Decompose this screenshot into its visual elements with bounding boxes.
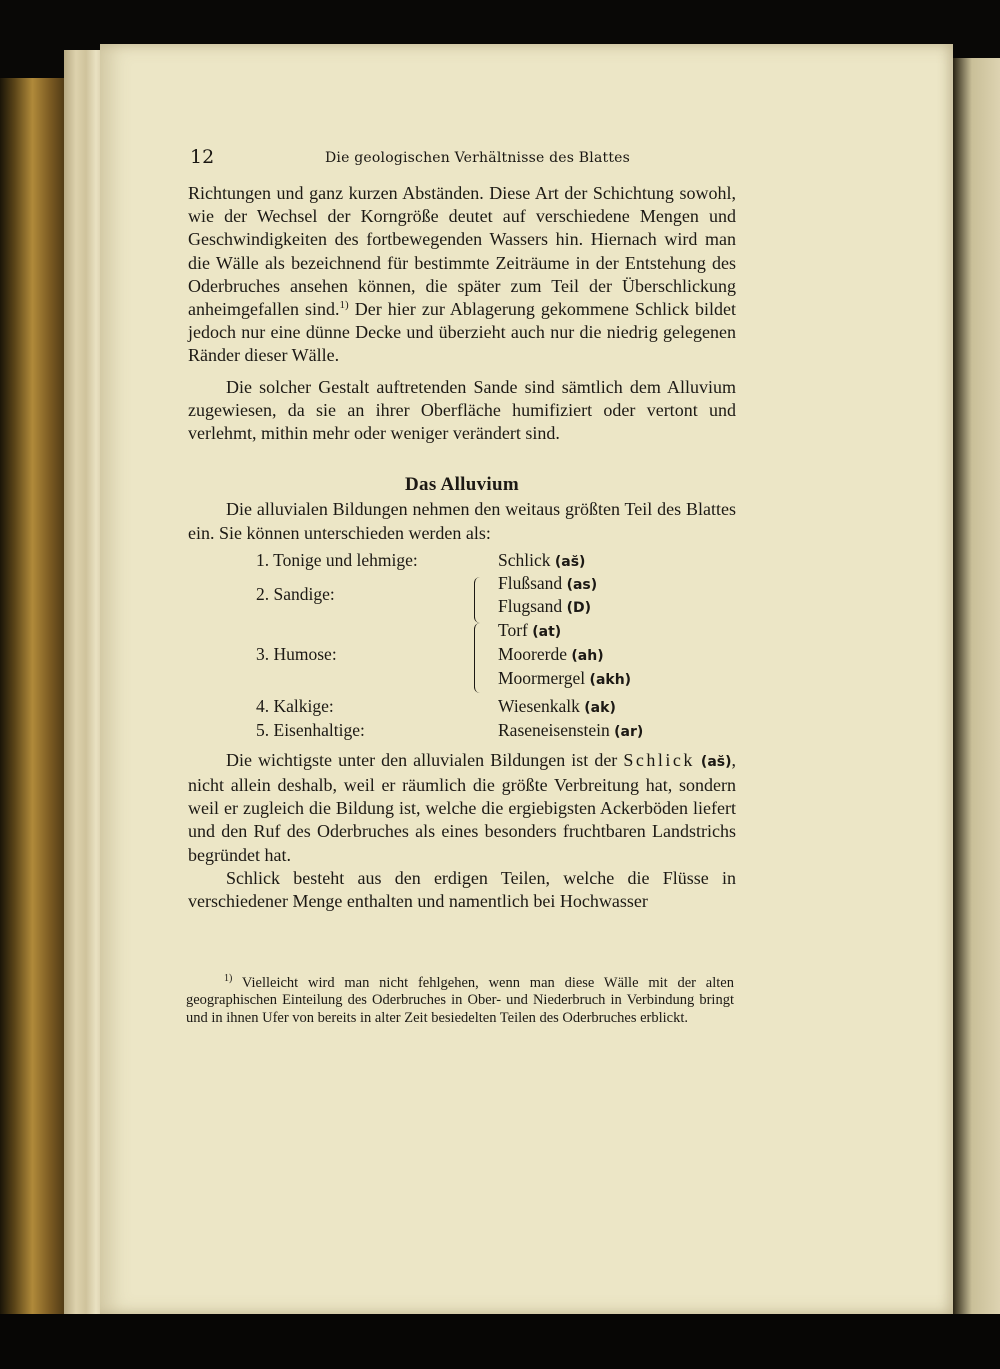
brace-sandige bbox=[474, 577, 484, 623]
class-item-name: Schlick bbox=[498, 549, 551, 570]
paragraph-3: Die alluvialen Bildungen nehmen den weitaus größten Teil des Blattes ein. Sie können unterschieden werden als: bbox=[188, 499, 736, 543]
footnote bbox=[186, 970, 734, 1028]
term-schlick: Schlick bbox=[623, 749, 695, 770]
class-item-moormergel bbox=[498, 667, 631, 692]
book-edge-left bbox=[0, 78, 72, 1369]
class-item-code: (as) bbox=[566, 576, 598, 593]
footnote-marker: 1) bbox=[224, 973, 233, 984]
paragraph-4-start: Die wichtigste unter den alluvialen Bildungen ist der bbox=[226, 749, 624, 770]
section-title: Das Alluvium bbox=[405, 474, 519, 496]
page-header bbox=[190, 146, 750, 176]
footnote-body: Vielleicht wird man nicht fehlgehen, wenn man diese Wälle mit der alten geographischen Einteilung des Oderbruches in Ober- und Niederbruch in Verbindung bringt und in ihnen Ufer von bereits in alter Zeit besiedelten Teilen des Oderbruches erblickt. bbox=[186, 974, 734, 1027]
class-item-flusssand bbox=[498, 572, 597, 597]
class-item-name: Moormergel bbox=[498, 667, 586, 688]
class-item-raseneisenstein bbox=[498, 719, 643, 744]
class-item-name: Flußsand bbox=[498, 572, 563, 593]
page-number: 12 bbox=[190, 146, 215, 168]
class-label-5: 5. Eisenhaltige: bbox=[256, 719, 365, 740]
main-text bbox=[188, 182, 736, 913]
page-stack bbox=[64, 50, 104, 1314]
paragraph-5: Schlick besteht aus den erdigen Teilen, welche die Flüsse in verschiedener Menge enthalten und namentlich bei Hochwasser bbox=[188, 867, 736, 912]
brace-humose bbox=[474, 623, 484, 693]
next-page-edge bbox=[953, 58, 1000, 1314]
class-item-code: (ak) bbox=[584, 699, 616, 716]
paragraph-1-text: Richtungen und ganz kurzen Abständen. Diese Art der Schichtung sowohl, wie der Wechsel der Korngröße deutet auf verschiedene Mengen und Geschwindigkeiten des fortbewegenden Wassers hin. Hiernach wird man die Wälle als bezeichnend für bestimmte Zeiträume in der Entstehung des Oderbruches ansehen können, die später zum Teil der Überschlickung anheimgefallen sind. bbox=[188, 183, 736, 320]
running-head: Die geologischen Verhältnisse des Blattes bbox=[325, 150, 631, 166]
class-item-code: (ah) bbox=[571, 647, 604, 664]
class-item-name: Wiesenkalk bbox=[498, 695, 580, 716]
class-label-2: 2. Sandige: bbox=[256, 583, 335, 604]
class-item-wiesenkalk bbox=[498, 695, 616, 720]
class-label-3: 3. Humose: bbox=[256, 643, 337, 664]
classification-list bbox=[188, 547, 736, 743]
class-item-code: (akh) bbox=[589, 671, 632, 688]
class-item-schlick bbox=[498, 549, 585, 574]
class-label-4: 4. Kalkige: bbox=[256, 695, 334, 716]
paragraph-1-tail: Der hier zur Ablagerung gekommene Schlick bildet jedoch nur eine dünne Decke und überzieht auch nur die niedrig gelegenen Ränder dieser Wälle. bbox=[188, 299, 736, 366]
scan-background bbox=[0, 1314, 1000, 1369]
class-item-code: (as̆) bbox=[554, 553, 586, 570]
paragraph-2: Die solcher Gestalt auftretenden Sande sind sämtlich dem Alluvium zugewiesen, da sie an ihrer Oberfläche humifiziert oder vertont und verlehmt, mithin mehr oder weniger verändert sind. bbox=[188, 376, 736, 444]
class-item-code: (at) bbox=[532, 623, 562, 640]
footnote-text bbox=[186, 970, 734, 1028]
class-item-name: Moorerde bbox=[498, 643, 568, 664]
class-item-name: Raseneisenstein bbox=[498, 719, 610, 740]
class-item-torf bbox=[498, 619, 561, 644]
paragraph-4 bbox=[188, 749, 736, 867]
class-item-name: Flugsand bbox=[498, 595, 563, 616]
class-item-moorerde bbox=[498, 643, 604, 668]
footnote-reference: 1) bbox=[339, 299, 349, 312]
class-item-code: (ar) bbox=[614, 723, 644, 740]
paragraph-1 bbox=[188, 182, 736, 368]
class-label-1: 1. Tonige und lehmige: bbox=[256, 549, 418, 570]
class-item-name: Torf bbox=[498, 619, 528, 640]
term-code: (as̆) bbox=[700, 753, 732, 770]
paragraph-4-end: , nicht allein deshalb, weil er räumlich die größte Verbreitung hat, sondern weil er zugleich die Bildung ist, welche die ergiebigsten Ackerböden liefert und den Ruf des Oderbruches als eines besonders fruchtbaren Landstrichs begründet hat. bbox=[188, 749, 736, 865]
class-item-flugsand bbox=[498, 595, 591, 620]
class-item-code: (D) bbox=[566, 599, 591, 616]
